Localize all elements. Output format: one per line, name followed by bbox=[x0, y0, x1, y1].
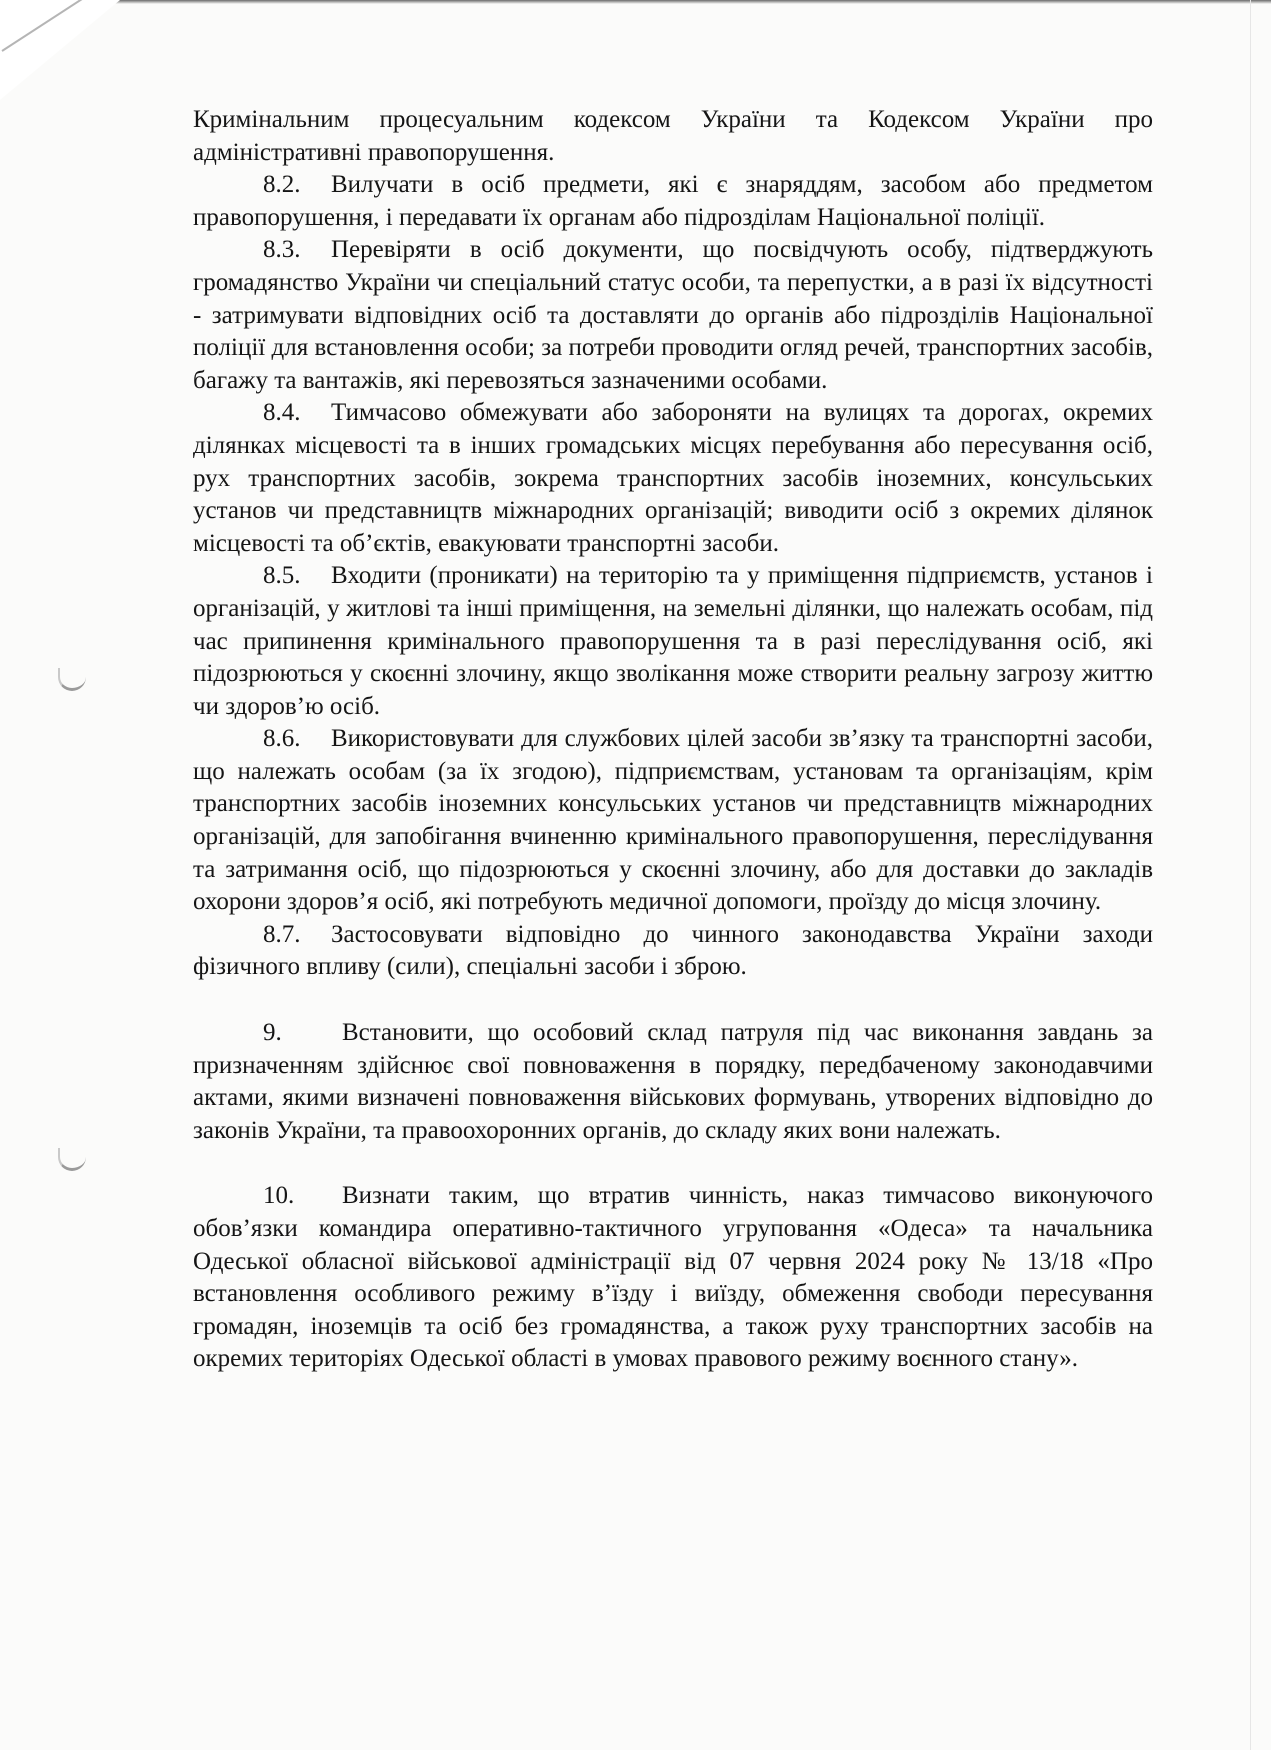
item-number: 8.2. bbox=[263, 171, 301, 199]
item-text: Застосовувати відповідно до чинного законодавства України заходи фізичного впливу (сили), спеціальні засоби і зброю. bbox=[193, 920, 1153, 981]
point-10 bbox=[193, 1180, 1153, 1376]
subitem-8-2 bbox=[193, 169, 1153, 234]
point-text: Встановити, що особовий склад патруля під час виконання завдань за призначенням здійснює свої повноваження в порядку, передбаченому законодавчими актами, якими визначені повноваження військових формувань, утворених відповідно до законів України, та правоохоронних органів, до складу яких вони належать. bbox=[193, 1019, 1153, 1144]
subitem-8-7 bbox=[193, 919, 1153, 984]
point-text: Визнати таким, що втратив чинність, наказ тимчасово виконуючого обов’язки командира оперативно-тактичного угруповання «Одеса» та начальника Одеської обласної військової адміністрації від 07 червня 2024 року № 13/18 «Про встановлення особливого режиму в’їзду і виїзду, обмеження свободи пересування громадян, іноземців та осіб без громадянства, а також руху транспортних засобів на окремих територіях Одеської області в умовах правового режиму воєнного стану». bbox=[193, 1182, 1153, 1373]
point-9 bbox=[193, 1017, 1153, 1147]
scan-right-edge bbox=[1250, 0, 1251, 1750]
point-number: 9. bbox=[263, 1019, 282, 1047]
scan-top-edge bbox=[60, 0, 1271, 4]
paragraph-text: Кримінальним процесуальним кодексом України та Кодексом України про адміністративні правопорушення. bbox=[193, 106, 1153, 166]
item-number: 8.4. bbox=[263, 399, 301, 427]
item-text: Входити (проникати) на територію та у приміщення підприємств, установ і організацій, у житлові та інші приміщення, на земельні ділянки, що належать особам, під час припинення кримінального правопорушення та в разі переслідування осіб, які підозрюються у скоєнні злочину, якщо зволікання може створити реальну загрозу життю чи здоров’ю осіб. bbox=[193, 562, 1153, 720]
item-text: Вилучати в осіб предмети, які є знаряддям, засобом або предметом правопорушення, і передавати їх органам або підрозділам Національної поліції. bbox=[193, 171, 1153, 231]
paragraph-spacer bbox=[193, 984, 1153, 1017]
item-number: 8.7. bbox=[263, 920, 301, 948]
paragraph-spacer bbox=[193, 1147, 1153, 1180]
item-text: Використовувати для службових цілей засоби зв’язку та транспортні засоби, що належать особам (за їх згодою), підприємствам, установам та організаціям, крім транспортних засобів іноземних консульських установ чи представництв міжнародних організацій, для запобігання вчиненню кримінального правопорушення, переслідування та затримання осіб, що підозрюються у скоєнні злочину, або для доставки до закладів охорони здоров’я осіб, які потребують медичної допомоги, проїзду до місця злочину. bbox=[193, 725, 1153, 916]
item-text: Перевіряти в осіб документи, що посвідчують особу, підтверджують громадянство України чи спеціальний статус особи, та перепустки, а в разі їх відсутності - затримувати відповідних осіб та доставляти до органів або підрозділів Національної поліції для встановлення особи; за потреби проводити огляд речей, транспортних засобів, багажу та вантажів, які перевозяться зазначеними особами. bbox=[193, 236, 1153, 394]
folded-corner bbox=[0, 0, 120, 100]
subitem-8-3 bbox=[193, 234, 1153, 397]
item-number: 8.6. bbox=[263, 725, 301, 753]
punch-hole-mark bbox=[58, 1148, 86, 1171]
item-number: 8.5. bbox=[263, 562, 301, 590]
item-number: 8.3. bbox=[263, 236, 301, 264]
paragraph-continuation bbox=[193, 104, 1153, 169]
document-body bbox=[193, 104, 1153, 1376]
subitem-8-4 bbox=[193, 397, 1153, 560]
item-text: Тимчасово обмежувати або забороняти на вулицях та дорогах, окремих ділянках місцевості та в інших громадських місцях перебування або пересування осіб, рух транспортних засобів, зокрема транспортних засобів іноземних, консульських установ чи представництв міжнародних організацій; виводити осіб з окремих ділянок місцевості та об’єктів, евакуювати транспортні засоби. bbox=[193, 399, 1153, 557]
point-number: 10. bbox=[263, 1182, 295, 1210]
subitem-8-5 bbox=[193, 560, 1153, 723]
punch-hole-mark bbox=[58, 668, 86, 691]
subitem-8-6 bbox=[193, 723, 1153, 919]
